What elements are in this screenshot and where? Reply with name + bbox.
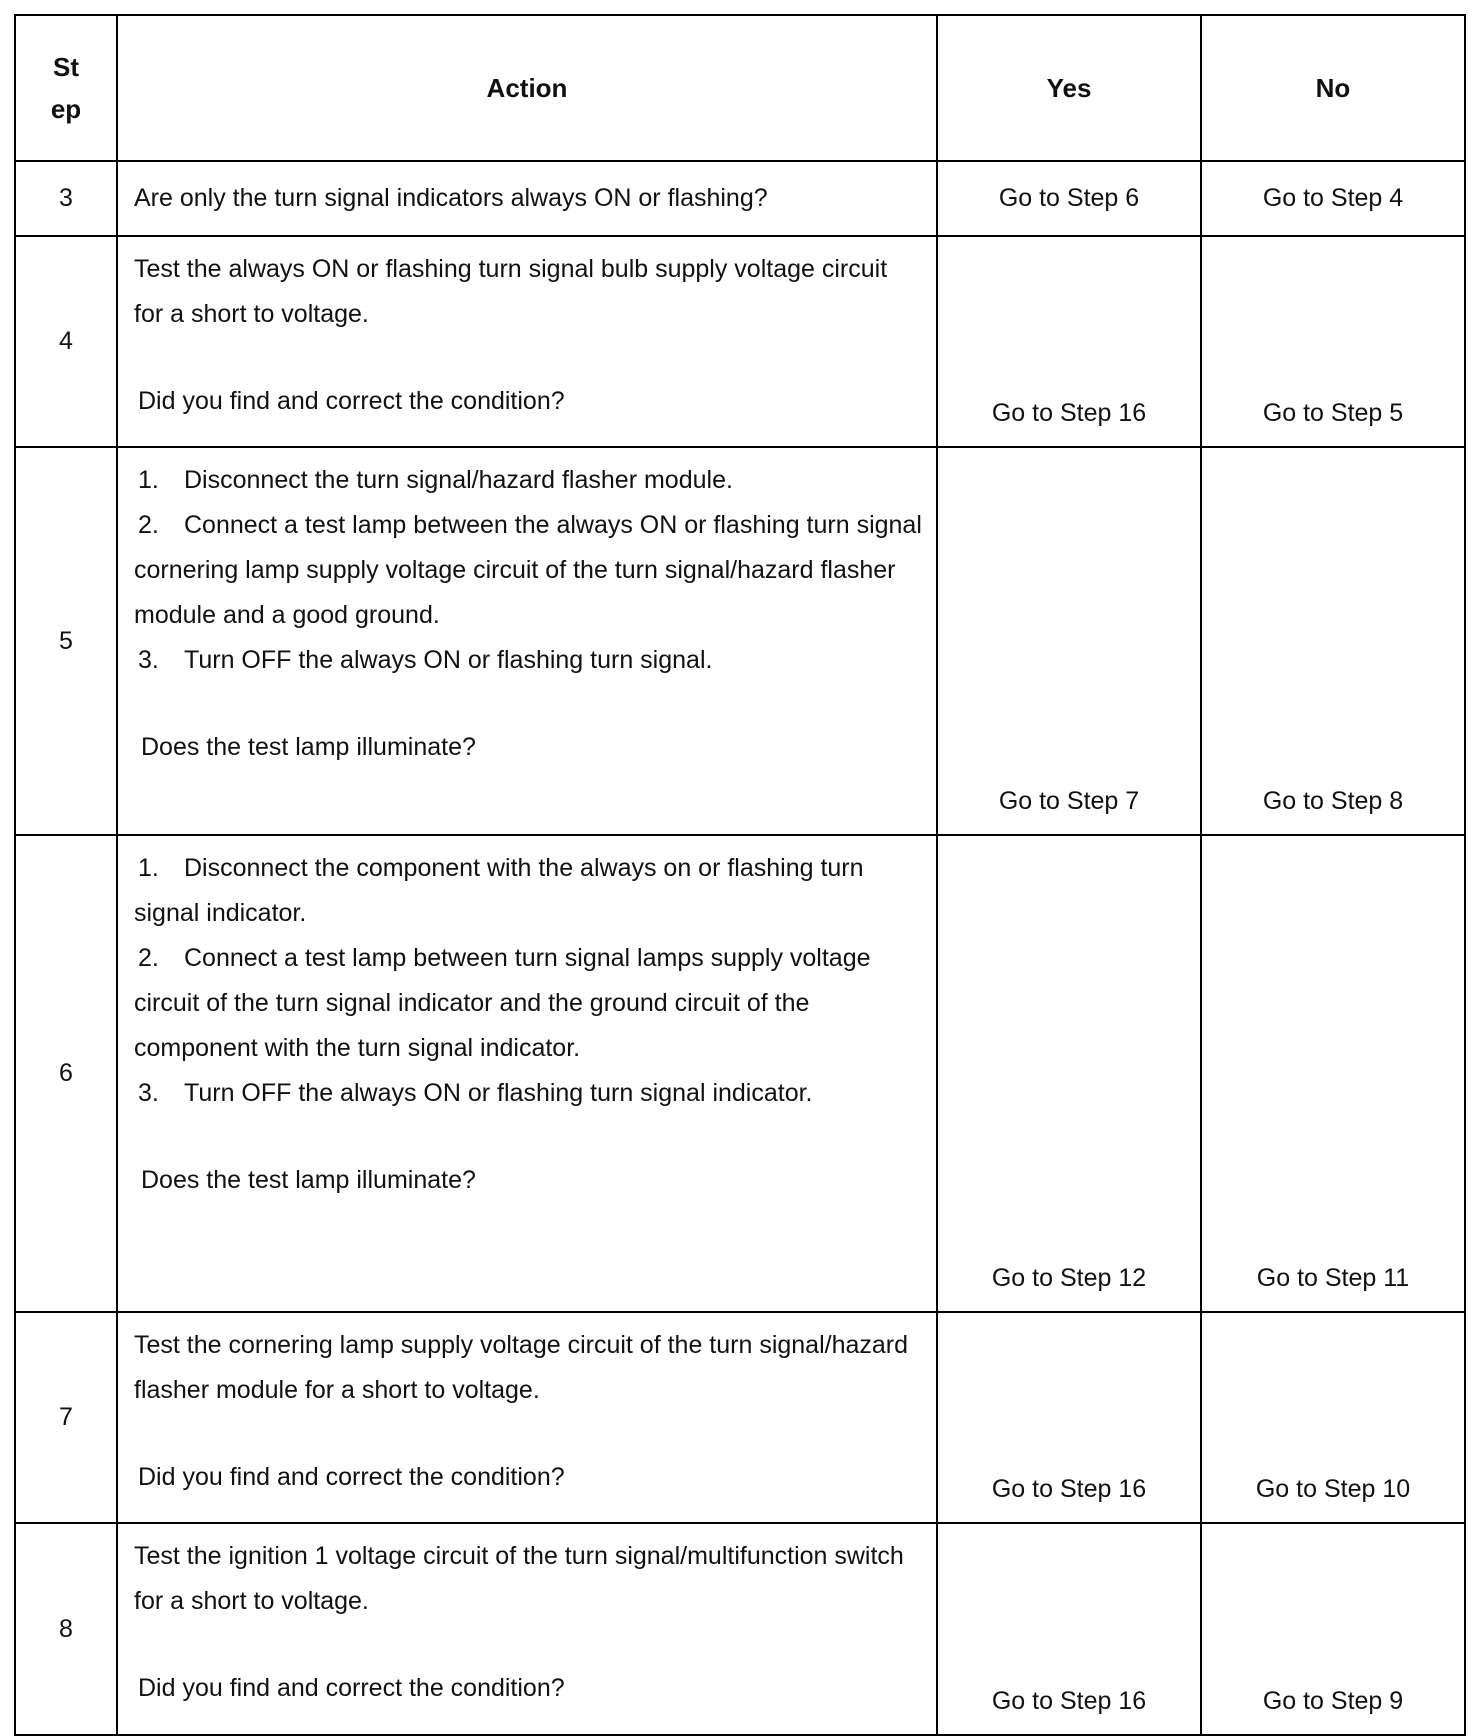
step-number: 3 <box>15 161 117 236</box>
no-result: Go to Step 9 <box>1201 1523 1465 1735</box>
action-item <box>134 458 922 503</box>
yes-result: Go to Step 16 <box>937 236 1201 447</box>
item-number: 3. <box>138 1079 159 1107</box>
action-item <box>134 1071 922 1116</box>
action-item <box>134 936 922 1071</box>
step-number: 4 <box>15 236 117 447</box>
action-item <box>134 503 922 638</box>
item-number: 1. <box>138 854 159 882</box>
action-cell <box>117 835 937 1312</box>
table-row-step-7 <box>15 1312 1465 1523</box>
no-result: Go to Step 5 <box>1201 236 1465 447</box>
action-question: Did you find and correct the condition? <box>138 1463 565 1491</box>
yes-result: Go to Step 16 <box>937 1312 1201 1523</box>
no-result: Go to Step 8 <box>1201 447 1465 835</box>
action-text: Are only the turn signal indicators always ON or flashing? <box>134 184 768 212</box>
item-text: Disconnect the turn signal/hazard flasher module. <box>184 466 733 494</box>
action-item <box>134 638 922 683</box>
item-text: Turn OFF the always ON or flashing turn signal indicator. <box>184 1079 813 1107</box>
yes-result: Go to Step 16 <box>937 1523 1201 1735</box>
header-row <box>15 15 1465 161</box>
action-question: Did you find and correct the condition? <box>138 1674 565 1702</box>
action-cell <box>117 447 937 835</box>
action-question: Does the test lamp illuminate? <box>141 1166 476 1194</box>
item-number: 2. <box>138 944 159 972</box>
action-cell <box>117 1523 937 1735</box>
item-text: Disconnect the component with the always on or flashing turn signal indicator. <box>134 854 864 927</box>
action-question: Does the test lamp illuminate? <box>141 733 476 761</box>
action-text: Test the ignition 1 voltage circuit of the turn signal/multifunction switch for a short to voltage. <box>134 1542 904 1615</box>
table-row-step-3 <box>15 161 1465 236</box>
no-result: Go to Step 4 <box>1201 161 1465 236</box>
header-step-line2: ep <box>50 94 82 124</box>
action-text: Test the cornering lamp supply voltage circuit of the turn signal/hazard flasher module for a short to voltage. <box>134 1331 909 1404</box>
header-step <box>15 15 117 161</box>
item-text: Connect a test lamp between the always ON or flashing turn signal cornering lamp supply voltage circuit of the turn signal/hazard flasher module and a good ground. <box>134 511 922 629</box>
diagnostic-steps-table <box>14 14 1466 1736</box>
step-number: 5 <box>15 447 117 835</box>
step-number: 6 <box>15 835 117 1312</box>
item-text: Turn OFF the always ON or flashing turn signal. <box>184 646 713 674</box>
step-number: 7 <box>15 1312 117 1523</box>
table-row-step-5 <box>15 447 1465 835</box>
yes-result: Go to Step 12 <box>937 835 1201 1312</box>
header-no: No <box>1201 15 1465 161</box>
table-row-step-4 <box>15 236 1465 447</box>
item-text: Connect a test lamp between turn signal lamps supply voltage circuit of the turn signal indicator and the ground circuit of the component with the turn signal indicator. <box>134 944 871 1062</box>
table-row-step-8 <box>15 1523 1465 1735</box>
action-text: Test the always ON or flashing turn signal bulb supply voltage circuit for a short to voltage. <box>134 255 888 328</box>
header-action: Action <box>117 15 937 161</box>
action-cell <box>117 161 937 236</box>
table-row-step-6 <box>15 835 1465 1312</box>
action-question: Did you find and correct the condition? <box>138 387 565 415</box>
step-number: 8 <box>15 1523 117 1735</box>
action-cell <box>117 236 937 447</box>
action-cell <box>117 1312 937 1523</box>
no-result: Go to Step 11 <box>1201 835 1465 1312</box>
yes-result: Go to Step 7 <box>937 447 1201 835</box>
no-result: Go to Step 10 <box>1201 1312 1465 1523</box>
header-yes: Yes <box>937 15 1201 161</box>
item-number: 3. <box>138 646 159 674</box>
yes-result: Go to Step 6 <box>937 161 1201 236</box>
header-step-line1: St <box>53 52 79 82</box>
item-number: 2. <box>138 511 159 539</box>
item-number: 1. <box>138 466 159 494</box>
action-item <box>134 846 922 936</box>
